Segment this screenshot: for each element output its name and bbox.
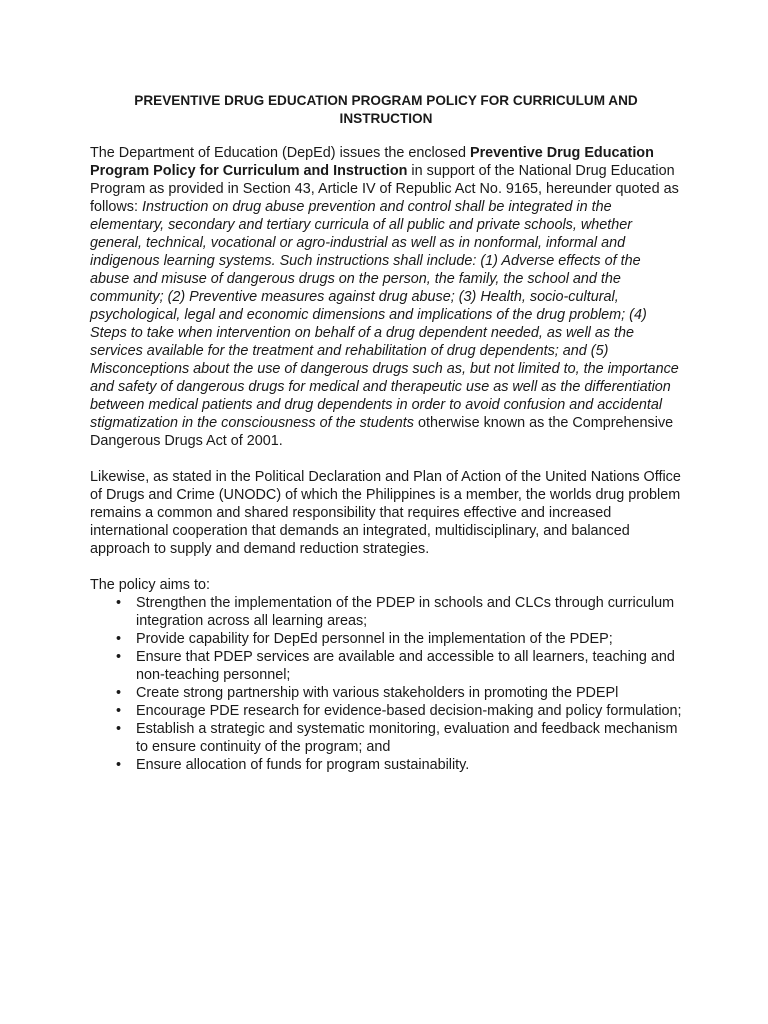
aims-list-item: • Create strong partnership with various stakeholders in promoting the PDEPl <box>136 684 682 702</box>
document-page <box>90 92 682 774</box>
unodc-paragraph: Likewise, as stated in the Political Declaration and Plan of Action of the United Nations Office of Drugs and Crime (UNODC) of which the Philippines is a member, the worlds drug problem remains a common and shared responsibility that requires effective and increased international cooperation that demands an integrated, multidisciplinary, and balanced approach to supply and demand reduction strategies. <box>90 469 681 557</box>
aims-list-item: • Ensure allocation of funds for program sustainability. <box>136 756 682 774</box>
intro-tail-text: otherwise known as the Comprehensive Dangerous Drugs Act of 2001. <box>90 415 674 449</box>
policy-name-bold: Preventive Drug Education Program Policy for Curriculum and Instruction <box>90 145 654 179</box>
intro-lead-text: The Department of Education (DepEd) issues the enclosed <box>90 145 470 161</box>
intro-paragraph <box>90 144 682 450</box>
intro-middle-text: in support of the National Drug Education Program as provided in Section 43, Article IV of Republic Act No. 9165, hereunder quoted as follows: <box>90 163 679 215</box>
aims-list-item: • Encourage PDE research for evidence-based decision-making and policy formulation; <box>136 702 682 720</box>
aims-list-item: • Establish a strategic and systematic monitoring, evaluation and feedback mechanism to ensure continuity of the program; and <box>136 720 682 756</box>
document-title: PREVENTIVE DRUG EDUCATION PROGRAM POLICY FOR CURRICULUM AND INSTRUCTION <box>134 93 638 126</box>
ra9165-quote: Instruction on drug abuse prevention and control shall be integrated in the elementary, secondary and tertiary curricula of all public and private schools, whether general, technical, vocational or agro-industrial as well as in nonformal, informal and indigenous learning systems. Such instructions shall include: (1) Adverse effects of the abuse and misuse of dangerous drugs on the person, the family, the school and the community; (2) Preventive measures against drug abuse; (3) Health, socio-cultural, psychological, legal and economic dimensions and implications of the drug problem; (4) Steps to take when intervention on behalf of a drug dependent needed, as well as the services available for the treatment and rehabilitation of drug dependents; and (5) Misconceptions about the use of dangerous drugs such as, but not limited to, the importance and safety of dangerous drugs for medical and therapeutic use as well as the differentiation between medical patients and drug dependents in order to avoid confusion and accidental stigmatization in the consciousness of the students <box>90 199 679 431</box>
aims-intro: The policy aims to: <box>90 577 210 593</box>
aims-list-item: • Provide capability for DepEd personnel in the implementation of the PDEP; <box>136 630 682 648</box>
aims-list-item: • Ensure that PDEP services are available and accessible to all learners, teaching and non-teaching personnel; <box>136 648 682 684</box>
aims-list <box>90 594 682 774</box>
aims-list-item: • Strengthen the implementation of the PDEP in schools and CLCs through curriculum integration across all learning areas; <box>136 594 682 630</box>
